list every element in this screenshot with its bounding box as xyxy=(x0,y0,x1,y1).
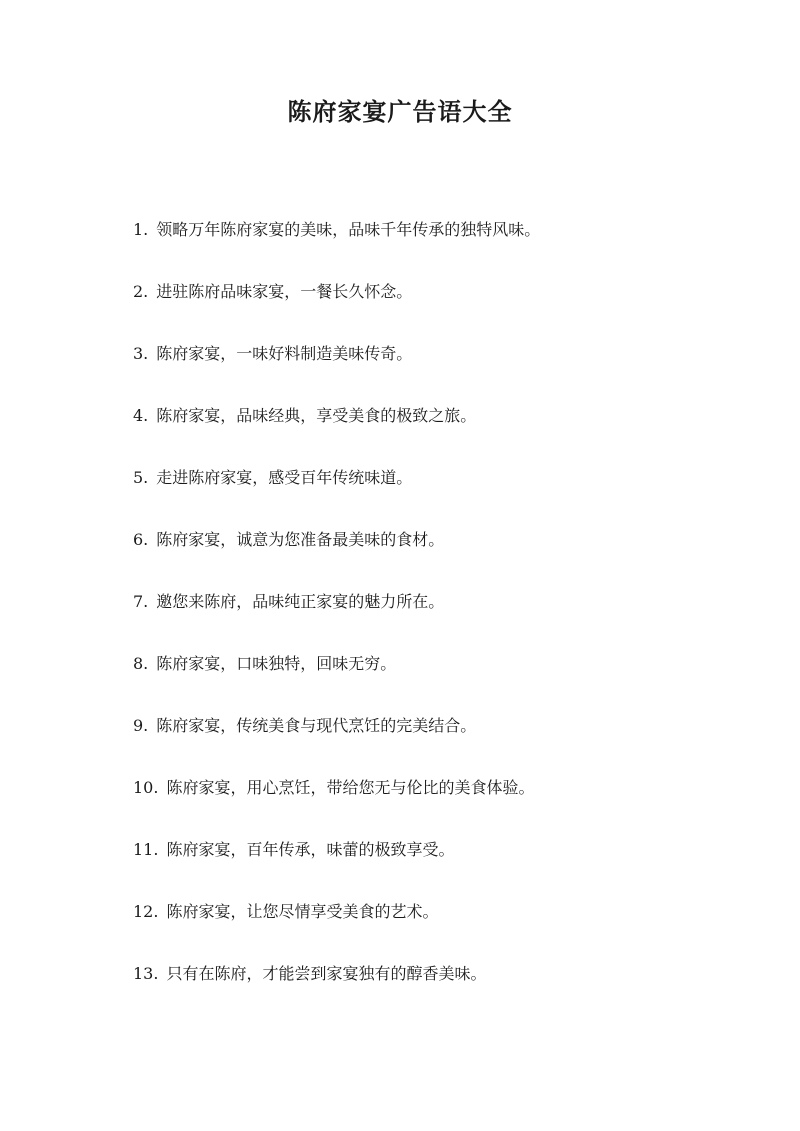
item-number: 7. xyxy=(133,592,149,611)
item-text: 陈府家宴，品味经典，享受美食的极致之旅。 xyxy=(156,406,477,425)
list-item xyxy=(133,892,773,954)
item-number: 5. xyxy=(133,468,149,487)
item-text: 陈府家宴，用心烹饪，带给您无与伦比的美食体验。 xyxy=(166,778,535,797)
document-title: 陈府家宴广告语大全 xyxy=(287,97,513,126)
item-text: 陈府家宴，让您尽情享受美食的艺术。 xyxy=(166,902,439,921)
item-text: 陈府家宴，口味独特，回味无穷。 xyxy=(156,654,397,673)
item-text: 进驻陈府品味家宴，一餐长久怀念。 xyxy=(156,282,413,301)
item-number: 1. xyxy=(133,220,149,239)
item-text: 陈府家宴，诚意为您准备最美味的食材。 xyxy=(156,530,445,549)
list-item xyxy=(133,582,773,644)
item-number: 11. xyxy=(133,840,159,859)
item-number: 6. xyxy=(133,530,149,549)
item-text: 陈府家宴，一味好料制造美味传奇。 xyxy=(156,344,413,363)
item-number: 2. xyxy=(133,282,149,301)
list-item xyxy=(133,520,773,582)
list-item xyxy=(133,768,773,830)
item-text: 邀您来陈府，品味纯正家宴的魅力所在。 xyxy=(156,592,445,611)
list-item xyxy=(133,210,773,272)
item-number: 12. xyxy=(133,902,159,921)
item-number: 13. xyxy=(133,964,159,983)
item-text: 领略万年陈府家宴的美味，品味千年传承的独特风味。 xyxy=(156,220,541,239)
list-item xyxy=(133,706,773,768)
item-number: 8. xyxy=(133,654,149,673)
list-item xyxy=(133,644,773,706)
slogan-list xyxy=(133,210,773,1016)
list-item xyxy=(133,954,773,1016)
item-text: 只有在陈府，才能尝到家宴独有的醇香美味。 xyxy=(166,964,487,983)
item-number: 3. xyxy=(133,344,149,363)
item-text: 陈府家宴，百年传承，味蕾的极致享受。 xyxy=(166,840,455,859)
list-item xyxy=(133,334,773,396)
item-number: 4. xyxy=(133,406,149,425)
list-item xyxy=(133,830,773,892)
list-item xyxy=(133,396,773,458)
item-number: 9. xyxy=(133,716,149,735)
item-text: 走进陈府家宴，感受百年传统味道。 xyxy=(156,468,413,487)
list-item xyxy=(133,458,773,520)
item-number: 10. xyxy=(133,778,159,797)
item-text: 陈府家宴，传统美食与现代烹饪的完美结合。 xyxy=(156,716,477,735)
list-item xyxy=(133,272,773,334)
